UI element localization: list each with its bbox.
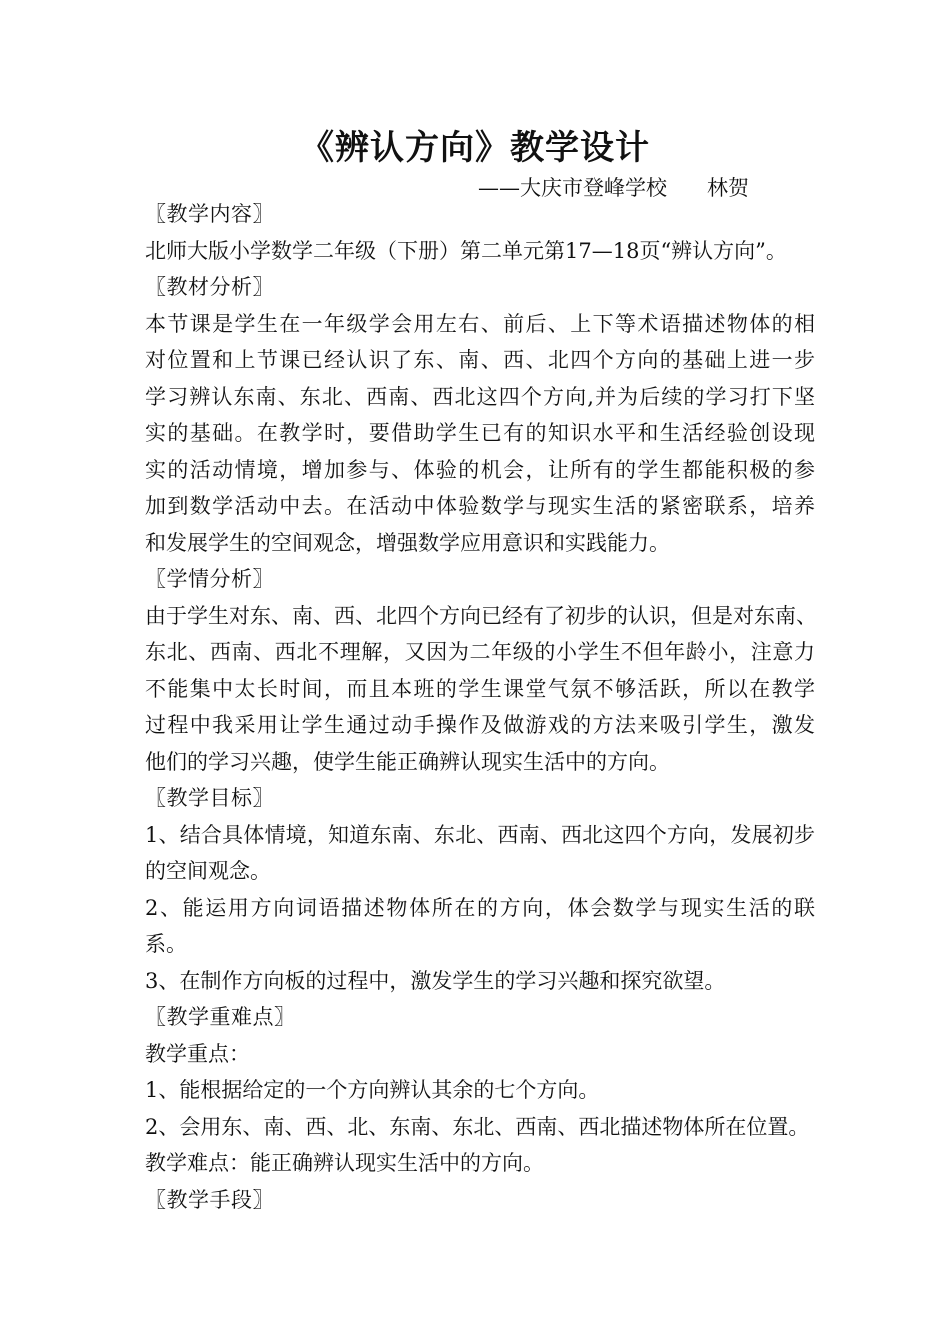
paragraph-line: 系。 [145,932,187,956]
paragraph-line: 北师大版小学数学二年级（下册）第二单元第17—18页“辨认方向”。 [145,238,787,263]
byline-school: ——大庆市登峰学校 [478,176,667,200]
section-heading-content: 〖教学内容〗 [145,202,274,226]
paragraph-line: 教学重点： [145,1041,250,1066]
paragraph-line: 2、能运用方向词语描述物体所在的方向，体会数学与现实生活的联 [145,895,815,920]
paragraph-line: 实的活动情境，增加参与、体验的机会，让所有的学生都能积极的参 [145,457,815,482]
paragraph-line: 过程中我采用让学生通过动手操作及做游戏的方法来吸引学生，激发 [145,713,815,737]
paragraph-line: 2、会用东、南、西、北、东南、东北、西南、西北描述物体所在位置。 [145,1114,810,1139]
paragraph-line: 对位置和上节课已经认识了东、南、西、北四个方向的基础上进一步 [145,348,815,372]
paragraph-line: 学习辨认东南、东北、西南、西北这四个方向,并为后续的学习打下坚 [145,384,815,409]
paragraph-line: 3、在制作方向板的过程中，激发学生的学习兴趣和探究欲望。 [145,968,726,993]
paragraph-line: 实的基础。在教学时，要借助学生已有的知识水平和生活经验创设现 [145,421,815,445]
document-body [145,196,815,1218]
paragraph-line: 不能集中太长时间，而且本班的学生课堂气氛不够活跃，所以在教学 [145,676,815,701]
section-heading-key-points: 〖教学重难点〗 [145,1005,296,1029]
section-heading-material-analysis: 〖教材分析〗 [145,275,274,299]
byline-author: 林贺 [707,176,749,200]
section-heading-teaching-means: 〖教学手段〗 [145,1187,274,1212]
paragraph-line: 的空间观念。 [145,859,271,883]
paragraph-line: 教学难点：能正确辨认现实生活中的方向。 [145,1151,544,1175]
document-title: 《辨认方向》教学设计 [300,128,650,168]
paragraph-line: 本节课是学生在一年级学会用左右、前后、上下等术语描述物体的相 [145,311,815,336]
paragraph-line: 东北、西南、西北不理解，又因为二年级的小学生不但年龄小，注意力 [145,640,815,664]
paragraph-line: 1、能根据给定的一个方向辨认其余的七个方向。 [145,1078,600,1102]
paragraph-line: 他们的学习兴趣，使学生能正确辨认现实生活中的方向。 [145,749,670,774]
paragraph-line: 加到数学活动中去。在活动中体验数学与现实生活的紧密联系，培养 [145,494,815,518]
paragraph-line: 1、结合具体情境，知道东南、东北、西南、西北这四个方向，发展初步 [145,822,815,847]
section-heading-objectives: 〖教学目标〗 [145,786,274,810]
paragraph-line: 和发展学生的空间观念，增强数学应用意识和实践能力。 [145,530,670,555]
paragraph-line: 由于学生对东、南、西、北四个方向已经有了初步的认识，但是对东南、 [145,603,817,628]
section-heading-learner-analysis: 〖学情分析〗 [145,567,274,591]
